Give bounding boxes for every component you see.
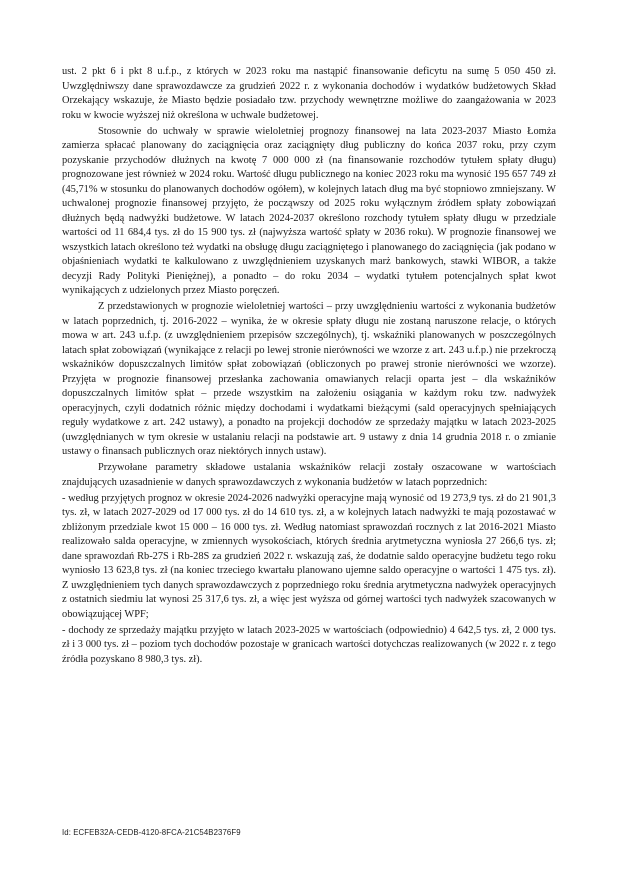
paragraph-asset-sales: - dochody ze sprzedaży majątku przyjęto w latach 2023-2025 w wartościach (odpowiednio) 4 642,5 tys. zł, 2 000 tys. zł i 3 000 tys. zł – poziom tych dochodów pozostaje w granicach wartości dotychczas realizowanych (w 2022 r. z tego źródła pozyskano 8 980,3 tys. zł). xyxy=(62,624,556,665)
paragraph-debt-repayment: Stosownie do uchwały w sprawie wieloletniej prognozy finansowej na lata 2023-2037 Miasto Łomża zamierza spłacać planowany do zaciągnięcia oraz zaciągnięty dług publiczny do końca 2037 roku, przy czym pozyskanie przychodów dłużnych na kwotę 7 000 000 zł (na finansowanie rozchodów tytułem spłaty długu) prognozowane jest również w 2024 roku. Wartość długu publicznego na koniec 2023 roku ma wynosić 195 657 749 zł (45,71% w stosunku do planowanych dochodów ogółem), w kolejnych latach dług ma być stopniowo zmniejszany. W uchwalonej prognozie finansowej przyjęto, że począwszy od 2025 roku wyłącznym źródłem spłaty zobowiązań dłużnych będą nadwyżki budżetowe. W latach 2024-2037 określono rozchody tytułem spłaty długu w przedziale wartości od 11 684,4 tys. zł do 15 900 tys. zł (najwyższa wartość spłaty w 2036 roku). W prognozie finansowej we wszystkich latach określono też wydatki na obsługę długu zaciągniętego i planowanego do zaciągnięcia (jak podano w objaśnieniach wydatki te kalkulowano z uwzględnieniem uzyskanych marż bankowych, stawki WIBOR, a także decyzji Rady Polityki Pieniężnej), a ponadto – do roku 2034 – wydatki tytułem potencjalnych spłat kwot wynikających z udzielonych przez Miasto poręczeń. xyxy=(62,125,556,296)
body-text xyxy=(62,65,556,669)
document-id-footer: Id: ECFEB32A-CEDB-4120-8FCA-21C54B2376F9 xyxy=(62,828,241,837)
paragraph-operating-surpluses: - według przyjętych prognoz w okresie 2024-2026 nadwyżki operacyjne mają wynosić od 19 273,9 tys. zł do 21 901,3 tys. zł, w latach 2027-2029 od 17 000 tys. zł do 14 610 tys. zł, a w kolejnych latach nadwyżki te mają pozostawać w zbliżonym przedziale kwot 15 000 – 16 000 tys. zł. Według natomiast sprawozdań rocznych z lat 2016-2021 Miasto realizowało salda operacyjne, w zmiennych wysokościach, których średnia arytmetyczna wyniosła 27 266,6 tys. zł; dane sprawozdań Rb-27S i Rb-28S za grudzień 2022 r. wskazują zaś, że dodatnie saldo operacyjne budżetu tego roku wyniosło 13 623,8 tys. zł (na koniec trzeciego kwartału planowano ujemne saldo operacyjne o wartości 1 475 tys. zł). Z uwzględnieniem tych danych sprawozdawczych z poprzedniego roku średnia arytmetyczna nadwyżek operacyjnych z ostatnich siedmiu lat wynosi 25 317,6 tys. zł, a więc jest wyższa od górnej wartości tych nadwyżek szacowanych w obowiązującej WPF; xyxy=(62,492,556,620)
paragraph-parameters-intro: Przywołane parametry składowe ustalania wskaźników relacji zostały oszacowane w wartościach znajdujących uzasadnienie w danych sprawozdawczych z wykonania budżetów w latach poprzednich: xyxy=(62,462,556,488)
paragraph-art-243-relations: Z przedstawionych w prognozie wieloletniej wartości – przy uwzględnieniu wartości z wykonania budżetów w latach poprzednich, tj. 2016-2022 – wynika, że w okresie spłaty długu nie zostaną naruszone relacje, o których mowa w art. 243 u.f.p. (z uwzględnieniem przepisów szczególnych), tj. wskaźniki planowanych w poszczególnych latach spłat zobowiązań (wynikające z relacji po lewej stronie nierówności we wzorze z art. 243 u.f.p.) nie przekroczą wskaźników dopuszczalnych limitów spłat zobowiązań (obliczonych po prawej stronie nierówności we wzorze). Przyjęta w prognozie finansowej przesłanka zachowania omawianych relacji oparta jest – dla wskaźników dopuszczalnych limitów spłat – przede wszystkim na założeniu osiągania w każdym roku tzw. nadwyżek operacyjnych, czyli dodatnich różnic między dochodami i wydatkami bieżącymi (sald operacyjnych spełniających reguły wydatkowe z art. 242 ustawy), a ponadto na projekcji dochodów ze sprzedaży majątku w latach 2023-2025 (uwzględnianych w tym okresie w ustalaniu relacji na podstawie art. 9 ustawy z dnia 14 grudnia 2018 r. o zmianie ustawy o finansach publicznych oraz niektórych innych ustaw). xyxy=(62,301,556,457)
paragraph-deficit-financing: ust. 2 pkt 6 i pkt 8 u.f.p., z których w 2023 roku ma nastąpić finansowanie deficytu na sumę 5 050 450 zł. Uwzględniwszy dane sprawozdawcze za grudzień 2022 r. z wykonania dochodów i wydatków budżetowych Skład Orzekający wskazuje, że Miasto będzie posiadało tzw. przychody wewnętrzne możliwe do zaangażowania w 2023 roku w kwocie wyższej niż określona w uchwale budżetowej. xyxy=(62,66,556,121)
